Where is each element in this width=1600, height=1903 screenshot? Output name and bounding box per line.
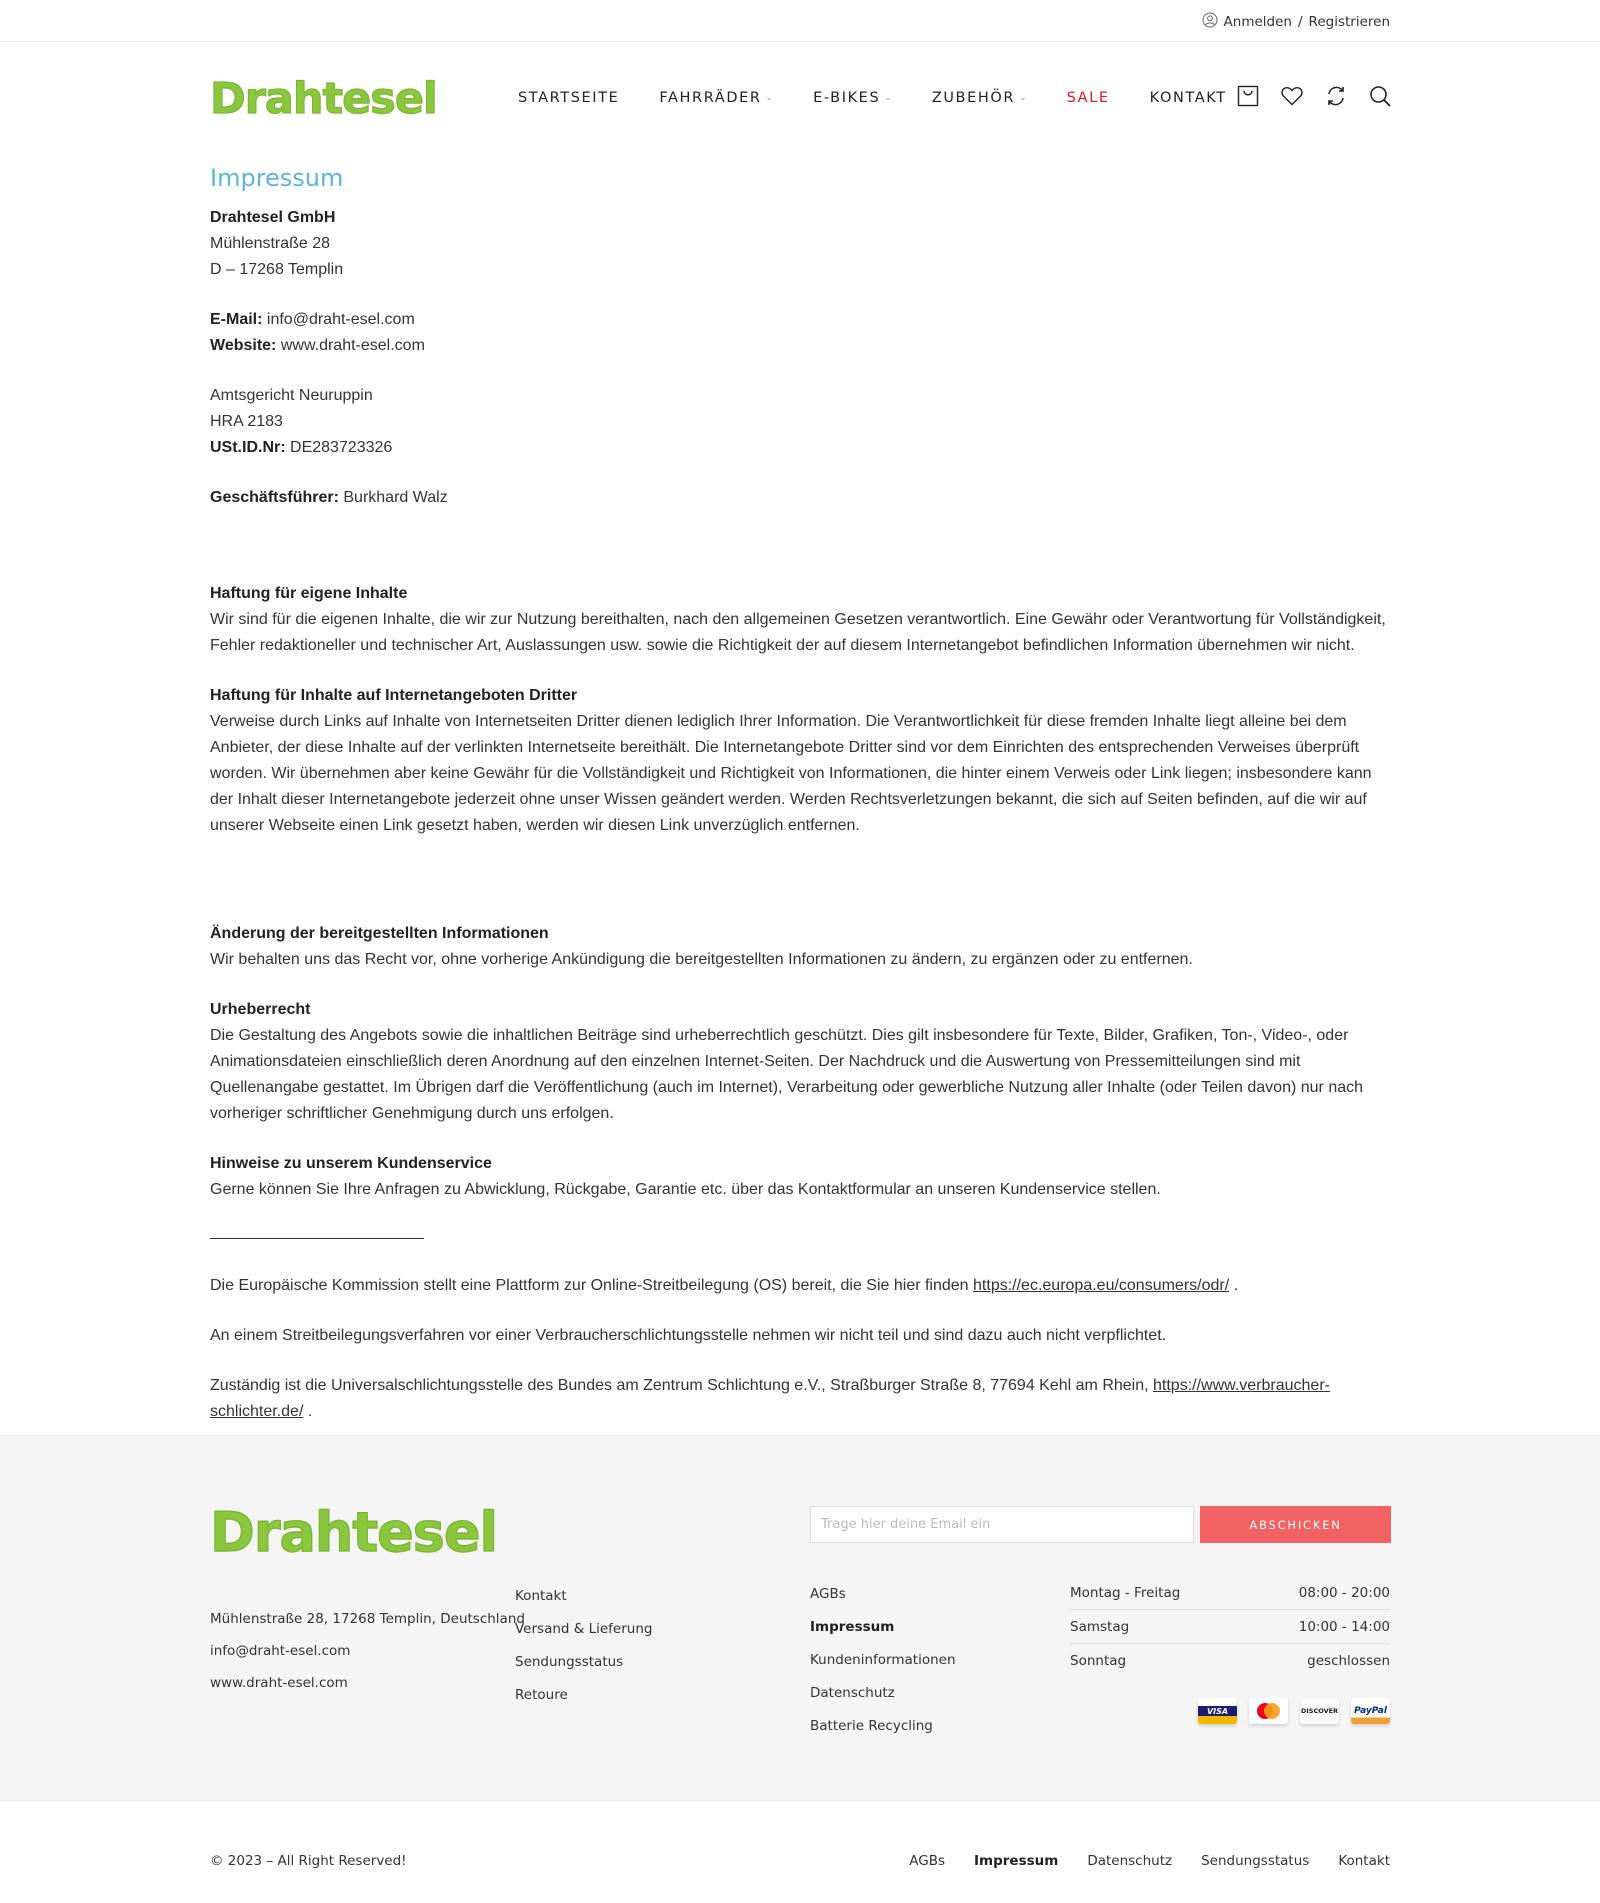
chevron-down-icon: ⌄ [765, 93, 774, 103]
management-block [210, 485, 1392, 511]
website-label: Website: [210, 337, 277, 354]
responsible-notice [210, 1373, 1392, 1425]
top-bar [0, 0, 1600, 42]
hours-day: Montag - Freitag [1070, 1585, 1181, 1601]
bottom-link-impressum[interactable]: Impressum [974, 1853, 1059, 1869]
footer-links-legal [810, 1578, 956, 1743]
bottom-link-datenschutz[interactable]: Datenschutz [1087, 1853, 1173, 1869]
search-icon[interactable] [1368, 84, 1392, 108]
cart-icon[interactable] [1236, 84, 1260, 108]
nav-item-label: SALE [1066, 90, 1110, 106]
section-text: Wir sind für die eigenen Inhalte, die wir zur Nutzung bereithalten, nach den allgemeinen Gesetzen verantwortlich. Eine Gewähr oder Verantwortung für Vollständigkeit, Fehler redaktioneller und technischer Art, Auslassungen usw. sowie die Richtigkeit der auf diesem Internetangebot befindlichen Information übernehmen wir nicht. [210, 611, 1386, 654]
footer-link-kundeninformationen[interactable]: Kundeninformationen [810, 1652, 956, 1668]
footer-website: www.draht-esel.com [210, 1675, 348, 1691]
paypal-icon: PayPal [1351, 1698, 1390, 1724]
footer-link-sendungsstatus[interactable]: Sendungsstatus [515, 1654, 624, 1670]
wishlist-icon[interactable] [1280, 84, 1304, 108]
bottom-links [909, 1853, 1390, 1869]
register-link[interactable]: Registrieren [1308, 14, 1390, 30]
footer-link-kontakt[interactable]: Kontakt [515, 1588, 567, 1604]
footer-link-datenschutz[interactable]: Datenschutz [810, 1685, 895, 1701]
hours-time: 08:00 - 20:00 [1298, 1585, 1390, 1601]
nav-item-label: FAHRRÄDER [659, 90, 762, 106]
nav-item-sale[interactable] [1067, 90, 1110, 106]
user-icon [1202, 12, 1218, 32]
site-logo[interactable]: Drahtesel [210, 74, 437, 124]
footer-link-batterie-recycling[interactable]: Batterie Recycling [810, 1718, 933, 1734]
compare-icon[interactable] [1324, 84, 1348, 108]
footer-link-impressum[interactable]: Impressum [810, 1619, 895, 1635]
page-title: Impressum [210, 164, 344, 192]
newsletter-email-input[interactable] [810, 1506, 1194, 1543]
chevron-down-icon: ⌄ [884, 93, 892, 103]
footer [0, 1435, 1600, 1800]
hours-time: geschlossen [1307, 1653, 1390, 1669]
register-block [210, 383, 1392, 461]
main-nav [518, 90, 1267, 106]
section-title: Hinweise zu unserem Kundenservice [210, 1155, 492, 1172]
section-title: Haftung für eigene Inhalte [210, 585, 408, 602]
nav-item-label: STARTSEITE [518, 90, 620, 106]
footer-link-agbs[interactable]: AGBs [810, 1586, 846, 1602]
hours-row [1070, 1644, 1390, 1678]
section-text: Verweise durch Links auf Inhalte von Internetseiten Dritter dienen lediglich Ihrer Information. Die Verantwortlichkeit für diese fremden Inhalte liegt alleine bei dem Anbieter, der diese Inhalte auf der verlinkten Internetseite bereithält. Die Internetangebote Dritter sind vor dem Einrichten des entsprechenden Verweises überprüft worden. Wir übernehmen aber keine Gewähr für die Vollständigkeit und Richtigkeit von Informationen, die hinter einem Verweis oder Link liegen; insbesondere kann der Inhalt dieser Internetangebote jederzeit ohne unser Wissen geändert werden. Werden Rechtsverletzungen bekannt, die sich auf Seiten befinden, auf die wir auf unserer Webseite einen Link gesetzt haben, werden wir diesen Link unverzüglich entfernen. [210, 713, 1372, 834]
os-suffix: . [1233, 1277, 1239, 1294]
nav-item-fahrraeder[interactable] [659, 90, 773, 106]
hours-day: Samstag [1070, 1619, 1130, 1635]
company-street: Mühlenstraße 28 [210, 235, 331, 252]
hours-row [1070, 1576, 1390, 1610]
vat-label: USt.ID.Nr: [210, 439, 286, 456]
nav-item-label: E-BIKES [813, 90, 881, 106]
opening-hours [1070, 1576, 1390, 1678]
copyright: © 2023 – All Right Reserved! [210, 1853, 407, 1869]
nav-item-label: KONTAKT [1149, 90, 1227, 106]
account-separator: / [1297, 14, 1303, 30]
section-copyright [210, 997, 1392, 1127]
footer-email: info@draht-esel.com [210, 1643, 351, 1659]
verbraucher-schlichter-link[interactable]: https://www.verbraucher-schlichter.de/ [210, 1377, 1330, 1420]
hours-row [1070, 1610, 1390, 1644]
section-third-party [210, 683, 1392, 839]
section-own-content [210, 581, 1392, 659]
hours-time: 10:00 - 14:00 [1298, 1619, 1390, 1635]
footer-link-versand[interactable]: Versand & Lieferung [515, 1621, 653, 1637]
footer-address: Mühlenstraße 28, 17268 Templin, Deutschland [210, 1611, 525, 1627]
os-platform-notice [210, 1273, 1392, 1299]
nav-item-e-bikes[interactable] [813, 90, 892, 106]
footer-link-retoure[interactable]: Retoure [515, 1687, 568, 1703]
login-link[interactable]: Anmelden [1223, 14, 1292, 30]
section-service [210, 1151, 1392, 1203]
management-name: Burkhard Walz [343, 489, 448, 506]
company-address [210, 205, 1392, 283]
nav-item-zubehoer[interactable] [932, 90, 1027, 106]
nav-item-kontakt[interactable] [1150, 90, 1227, 106]
contact-block [210, 307, 1392, 359]
account-links [1202, 12, 1390, 32]
os-link[interactable]: https://ec.europa.eu/consumers/odr/ [973, 1277, 1230, 1294]
discover-icon: DISCOVER [1300, 1698, 1339, 1724]
footer-links-service [515, 1580, 652, 1712]
vat-value: DE283723326 [290, 439, 393, 456]
footer-logo[interactable]: Drahtesel [210, 1501, 498, 1564]
section-title: Änderung der bereitgestellten Informationen [210, 925, 549, 942]
responsible-suffix: . [307, 1403, 313, 1420]
mastercard-icon [1249, 1698, 1288, 1724]
bottom-link-agbs[interactable]: AGBs [909, 1853, 945, 1869]
section-changes [210, 921, 1392, 973]
bottom-bar [0, 1800, 1600, 1903]
section-text: Wir behalten uns das Recht vor, ohne vorherige Ankündigung die bereitgestellten Informationen zu ändern, zu ergänzen oder zu entfernen. [210, 951, 1193, 968]
dispute-notice: An einem Streitbeilegungsverfahren vor einer Verbraucherschlichtungsstelle nehmen wir nicht teil und sind dazu auch nicht verpflichtet. [210, 1327, 1167, 1344]
visa-icon: VISA [1198, 1698, 1237, 1724]
section-title: Haftung für Inhalte auf Internetangeboten Dritter [210, 687, 578, 704]
register-court: Amtsgericht Neuruppin [210, 387, 373, 404]
payment-methods [1198, 1698, 1390, 1724]
hours-day: Sonntag [1070, 1653, 1127, 1669]
website-value: www.draht-esel.com [280, 337, 425, 354]
section-title: Urheberrecht [210, 1001, 311, 1018]
impressum-content [210, 163, 1392, 1449]
nav-item-label: ZUBEHÖR [931, 90, 1016, 106]
newsletter-form [810, 1506, 1391, 1543]
company-city: D – 17268 Templin [210, 261, 344, 278]
email-label: E-Mail: [210, 311, 263, 328]
chevron-down-icon: ⌄ [1019, 93, 1027, 103]
bottom-link-kontakt[interactable]: Kontakt [1338, 1853, 1390, 1869]
section-text: Die Gestaltung des Angebots sowie die inhaltlichen Beiträge sind urheberrechtlich geschützt. Dies gilt insbesondere für Texte, Bilder, Grafiken, Ton-, Video-, oder Animationsdateien einschließlich deren Anordnung auf den einzelnen Internet-Seiten. Der Nachdruck und die Auswertung von Pressemitteilungen sind mit Quellenangabe gestattet. Im Übrigen darf die Veröffentlichung (auch im Internet), Verarbeitung oder gewerbliche Nutzung aller Inhalte (oder Teilen davon) nur nach vorheriger schriftlicher Genehmigung durch uns erfolgen. [210, 1027, 1364, 1122]
newsletter-submit-button[interactable]: ABSCHICKEN [1200, 1506, 1391, 1543]
nav-item-startseite[interactable] [518, 90, 619, 106]
section-text: Gerne können Sie Ihre Anfragen zu Abwicklung, Rückgabe, Garantie etc. über das Kontaktformular an unseren Kundenservice stellen. [210, 1181, 1161, 1198]
os-text: Die Europäische Kommission stellt eine Plattform zur Online-Streitbeilegung (OS) bereit, die Sie hier finden [210, 1277, 969, 1294]
register-number: HRA 2183 [210, 413, 283, 430]
company-name: Drahtesel GmbH [210, 209, 336, 226]
footer-contact [210, 1603, 525, 1699]
email-value: info@draht-esel.com [266, 311, 415, 328]
bottom-link-sendungsstatus[interactable]: Sendungsstatus [1201, 1853, 1310, 1869]
header-icons [1236, 84, 1392, 108]
divider [210, 1227, 424, 1239]
responsible-text: Zuständig ist die Universalschlichtungsstelle des Bundes am Zentrum Schlichtung e.V., Straßburger Straße 8, 77694 Kehl am Rhein, [210, 1377, 1149, 1394]
management-label: Geschäftsführer: [210, 489, 339, 506]
